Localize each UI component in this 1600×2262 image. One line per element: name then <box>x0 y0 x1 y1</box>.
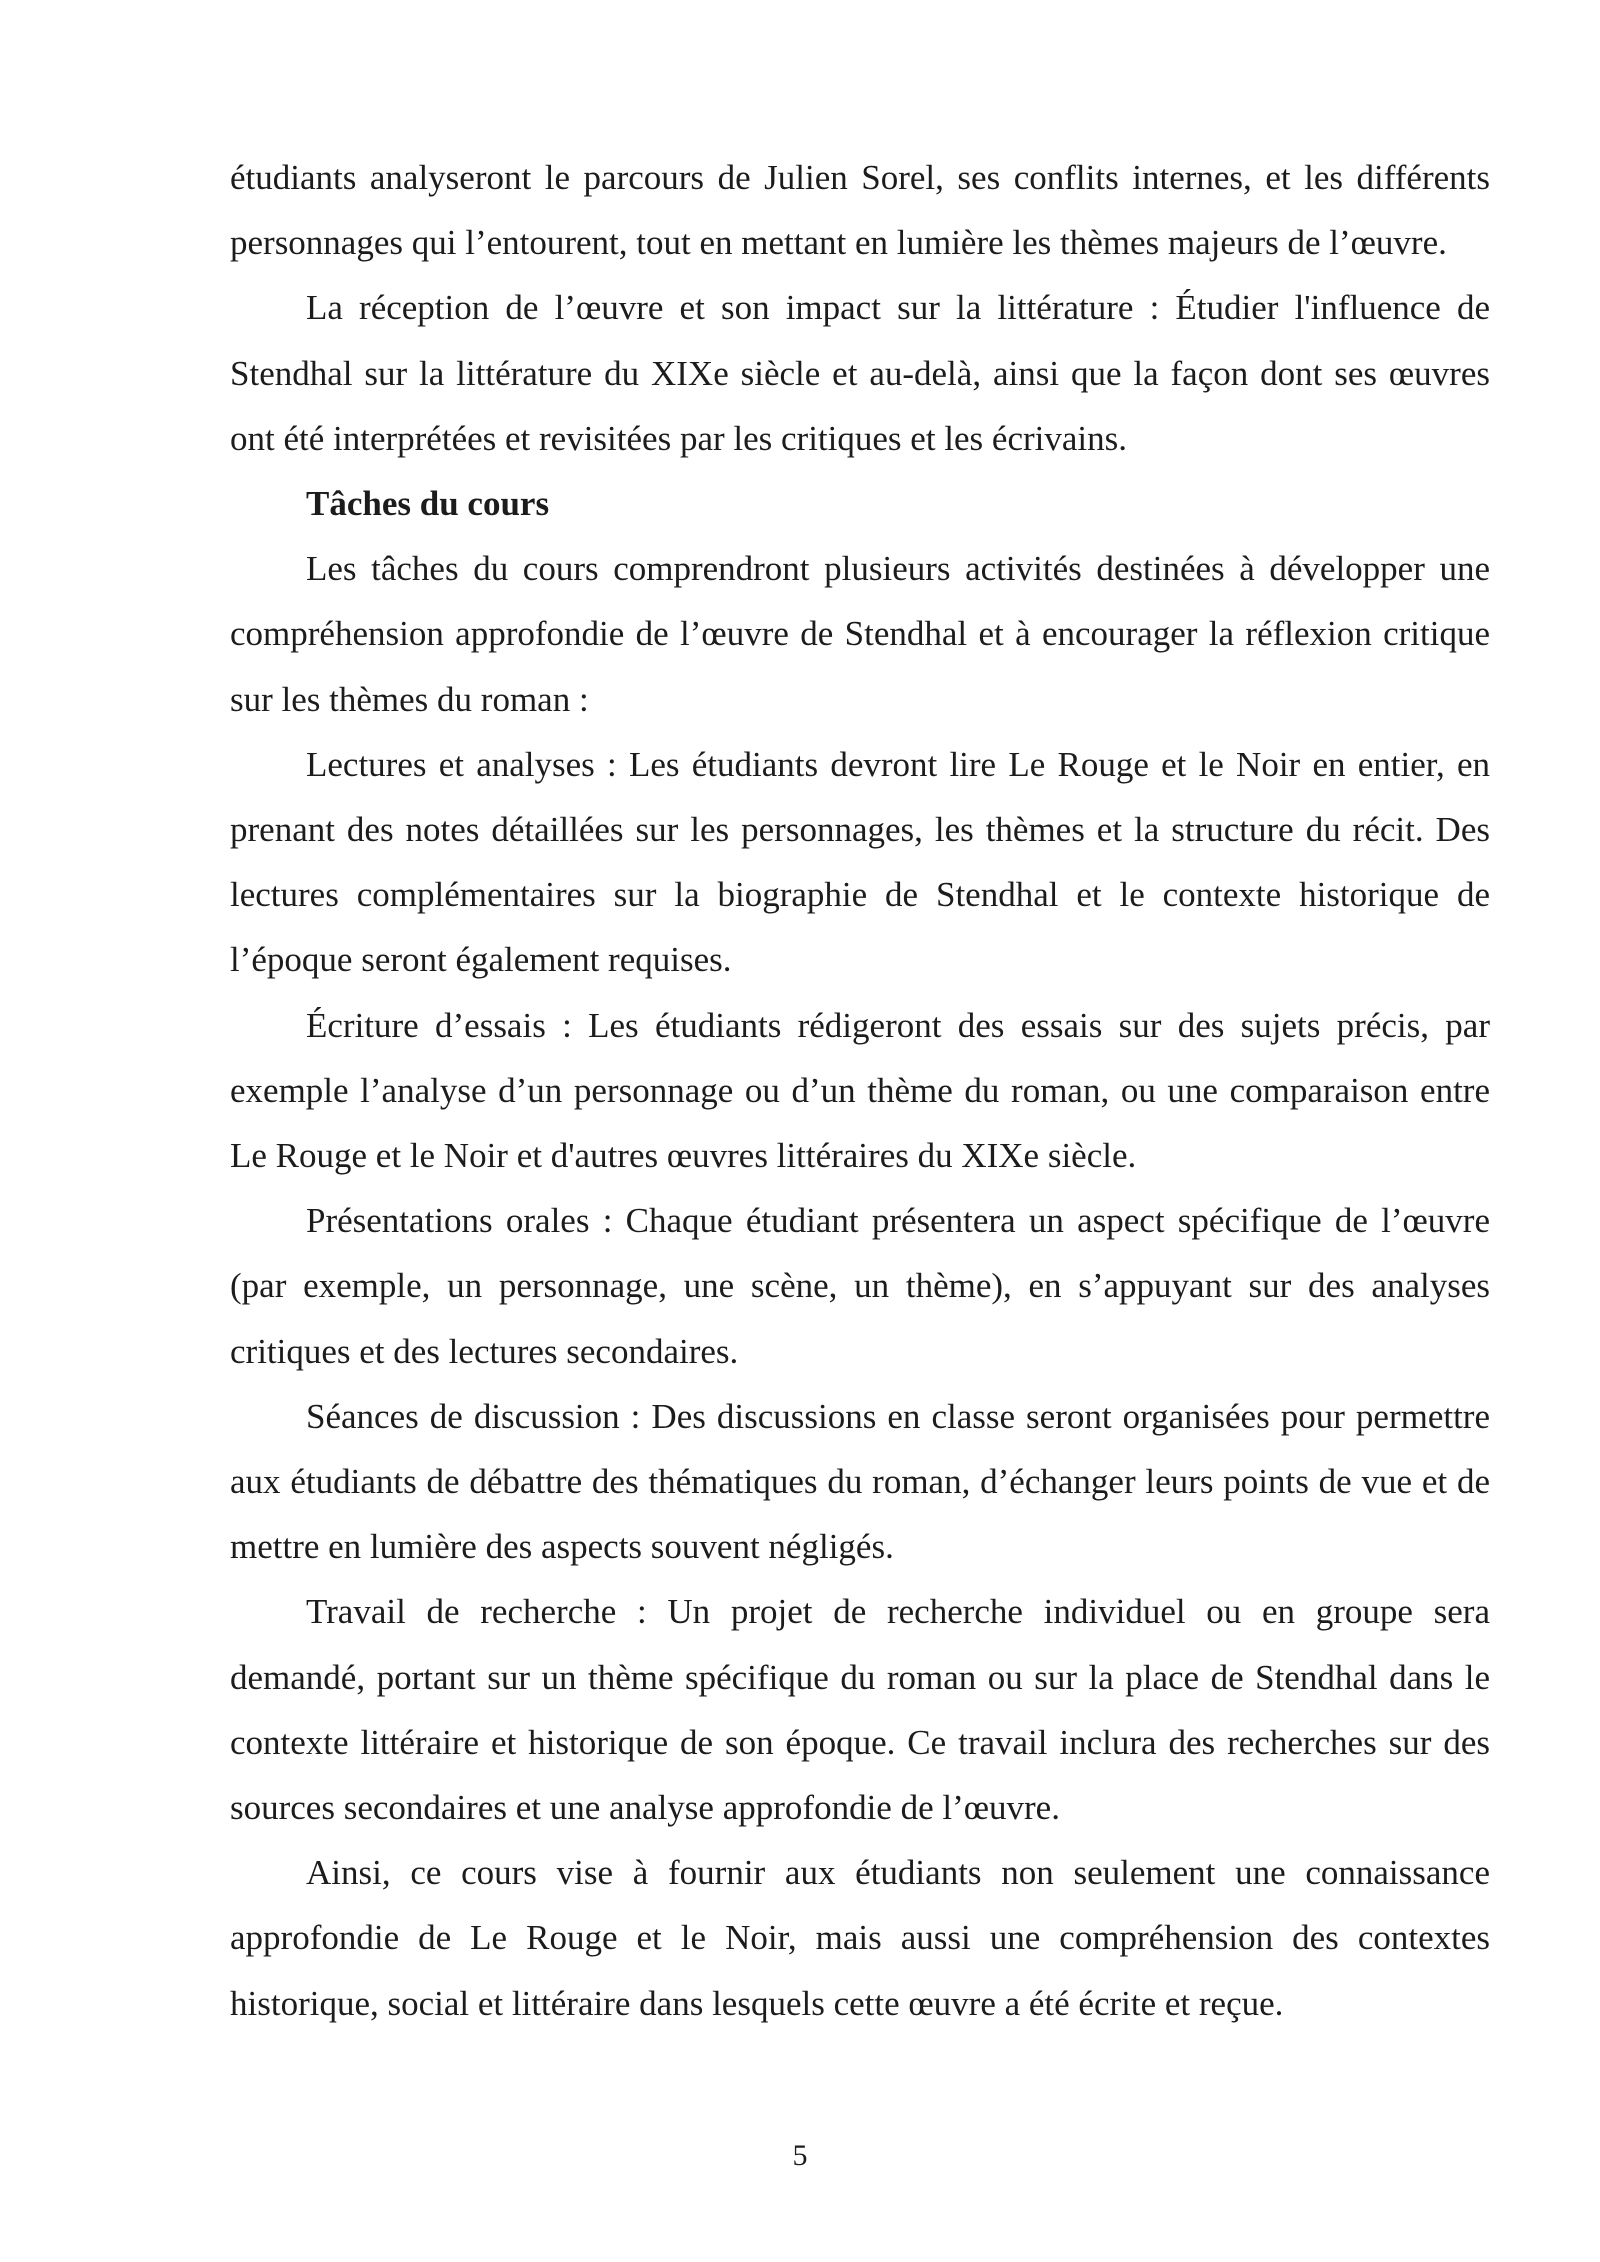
paragraph-continuation: étudiants analyseront le parcours de Julien Sorel, ses conflits internes, et les différents personnages qui l’entourent, tout en mettant en lumière les thèmes majeurs de l’œuvre. <box>230 158 1490 263</box>
paragraph-reception: La réception de l’œuvre et son impact sur la littérature : Étudier l'influence de Stendhal sur la littérature du XIXe siècle et au-delà, ainsi que la façon dont ses œuvres ont été interprétées et revisitées par les critiques et les écrivains. <box>230 288 1490 458</box>
section-heading: Tâches du cours <box>306 484 550 524</box>
paragraph-essays: Écriture d’essais : Les étudiants rédigeront des essais sur des sujets précis, par exemple l’analyse d’un personnage ou d’un thème du roman, ou une comparaison entre Le Rouge et le Noir et d'autres œuvres littéraires du XIXe siècle. <box>230 1005 1490 1176</box>
paragraph-tasks-intro: Les tâches du cours comprendront plusieurs activités destinées à développer une compréhension approfondie de l’œuvre de Stendhal et à encourager la réflexion critique sur les thèmes du roman : <box>230 549 1490 719</box>
body-text <box>230 145 1490 2036</box>
page-number: 5 <box>792 2139 808 2172</box>
paragraph-discussions: Séances de discussion : Des discussions en classe seront organisées pour permettre aux étudiants de débattre des thématiques du roman, d’échanger leurs points de vue et de mettre en lumière des aspects souvent négligés. <box>230 1396 1490 1567</box>
paragraph-readings: Lectures et analyses : Les étudiants devront lire Le Rouge et le Noir en entier, en prenant des notes détaillées sur les personnages, les thèmes et la structure du récit. Des lectures complémentaires sur la biographie de Stendhal et le contexte historique de l’époque seront également requises. <box>230 744 1490 980</box>
paragraph-presentations: Présentations orales : Chaque étudiant présentera un aspect spécifique de l’œuvre (par exemple, un personnage, une scène, un thème), en s’appuyant sur des analyses critiques et des lectures secondaires. <box>230 1201 1490 1371</box>
paragraph-conclusion: Ainsi, ce cours vise à fournir aux étudiants non seulement une connaissance approfondie de Le Rouge et le Noir, mais aussi une compréhension des contextes historique, social et littéraire dans lesquels cette œuvre a été écrite et reçue. <box>230 1853 1490 2023</box>
paragraph-research: Travail de recherche : Un projet de recherche individuel ou en groupe sera demandé, portant sur un thème spécifique du roman ou sur la place de Stendhal dans le contexte littéraire et historique de son époque. Ce travail inclura des recherches sur des sources secondaires et une analyse approfondie de l’œuvre. <box>230 1592 1490 1828</box>
